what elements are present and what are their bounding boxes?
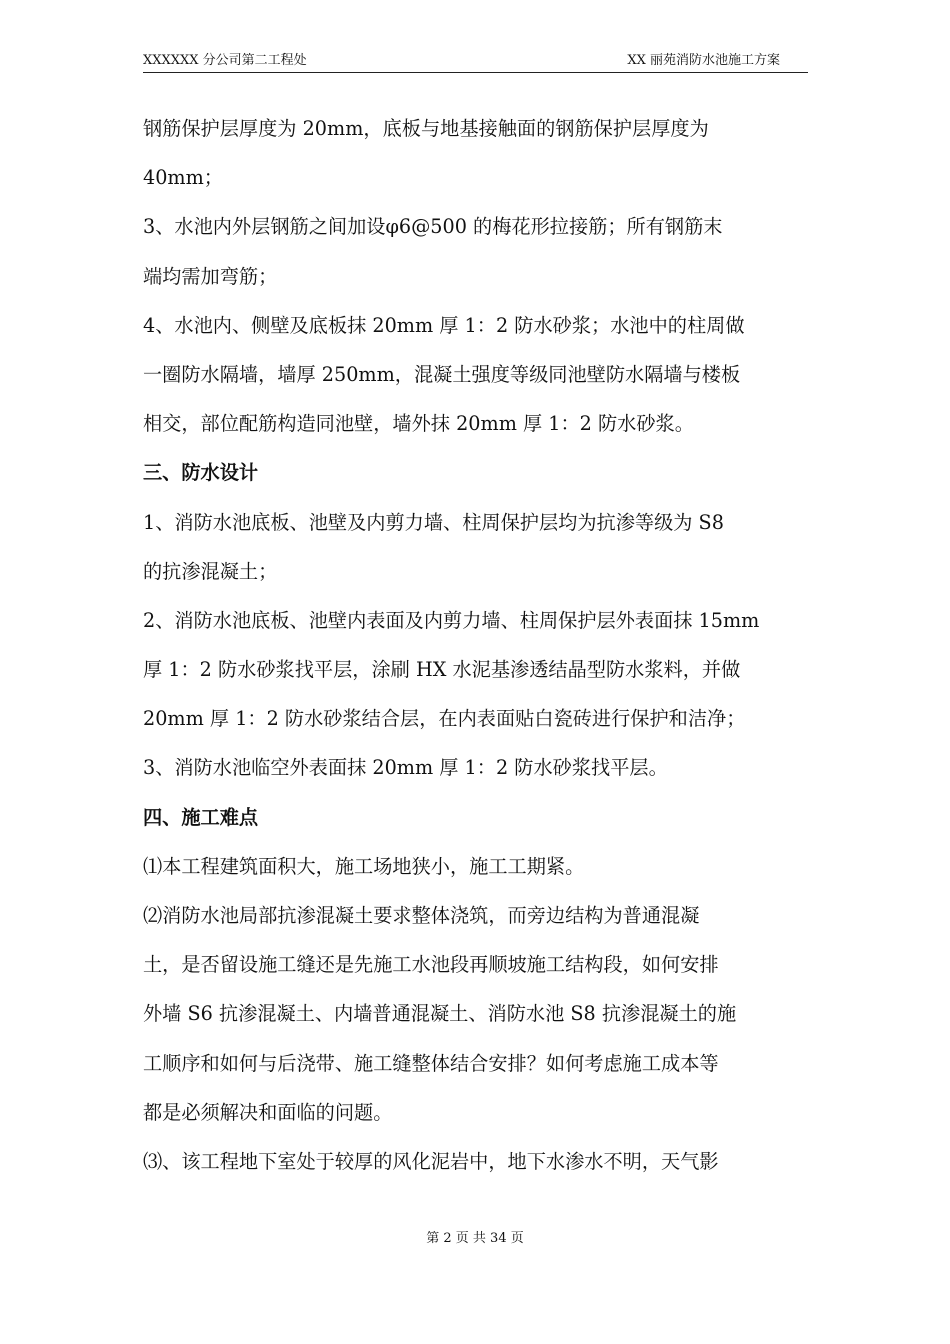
body-line: ⑵消防水池局部抗渗混凝土要求整体浇筑，而旁边结构为普通混凝 <box>143 904 700 927</box>
body-line: 工顺序和如何与后浇带、施工缝整体结合安排？如何考虑施工成本等 <box>143 1051 719 1075</box>
document-body <box>143 104 808 1186</box>
body-line: 4、水池内、侧壁及底板抹 20mm 厚 1：2 防水砂浆；水池中的柱周做 <box>143 313 745 337</box>
body-line: 3、水池内外层钢筋之间加设φ6@500 的梅花形拉接筋；所有钢筋末 <box>143 215 723 239</box>
section-heading-construction-difficulties: 四、施工难点 <box>143 805 259 829</box>
body-line: 20mm 厚 1：2 防水砂浆结合层，在内表面贴白瓷砖进行保护和洁净； <box>143 707 746 731</box>
page-number: 第 2 页 共 34 页 <box>426 1231 524 1246</box>
body-line: 端均需加弯筋； <box>143 264 278 288</box>
body-line: 外墙 S6 抗渗混凝土、内墙普通混凝土、消防水池 S8 抗渗混凝土的施 <box>143 1002 737 1026</box>
body-line: ⑴本工程建筑面积大，施工场地狭小，施工工期紧。 <box>143 854 585 878</box>
body-line: 40mm； <box>143 166 223 190</box>
body-line: 1、消防水池底板、池壁及内剪力墙、柱周保护层均为抗渗等级为 S8 <box>143 510 724 534</box>
body-line: 厚 1：2 防水砂浆找平层，涂刷 HX 水泥基渗透结晶型防水浆料，并做 <box>143 658 741 682</box>
body-line: 相交，部位配筋构造同池壁，墙外抹 20mm 厚 1：2 防水砂浆。 <box>143 412 694 436</box>
body-line: ⑶、该工程地下室处于较厚的风化泥岩中，地下水渗水不明，天气影 <box>143 1149 719 1173</box>
body-line: 一圈防水隔墙，墙厚 250mm，混凝土强度等级同池壁防水隔墙与楼板 <box>143 362 741 386</box>
body-line: 2、消防水池底板、池壁内表面及内剪力墙、柱周保护层外表面抹 15mm <box>143 608 760 632</box>
body-line: 都是必须解决和面临的问题。 <box>143 1100 393 1124</box>
header-document-title: XX 丽苑消防水池施工方案 <box>627 53 780 68</box>
header-company: XXXXXX 分公司第二工程处 <box>143 53 307 68</box>
body-line: 的抗渗混凝土； <box>143 559 278 583</box>
section-heading-waterproof-design: 三、防水设计 <box>143 461 259 485</box>
page-header <box>143 52 808 73</box>
body-line: 土，是否留设施工缝还是先施工水池段再顺坡施工结构段，如何安排 <box>143 953 719 977</box>
body-line: 钢筋保护层厚度为 20mm，底板与地基接触面的钢筋保护层厚度为 <box>143 117 709 140</box>
body-line: 3、消防水池临空外表面抹 20mm 厚 1：2 防水砂浆找平层。 <box>143 756 668 780</box>
